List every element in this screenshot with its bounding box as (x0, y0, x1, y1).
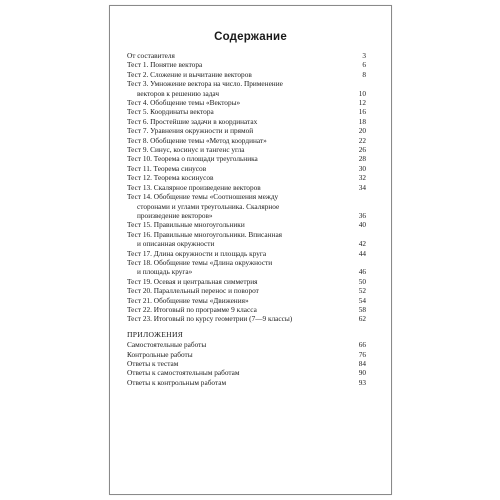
toc-entry (127, 117, 366, 126)
toc-entry-page: 54 (358, 295, 366, 305)
toc-entry-page: 44 (358, 248, 366, 258)
toc-entry-title: Тест 7. Уравнения окружности и прямой (127, 126, 254, 136)
toc-entry (127, 286, 366, 295)
toc-entry-page: 46 (358, 267, 366, 277)
toc-entry (127, 51, 366, 60)
toc-entry-title: Ответы к контрольным работам (127, 377, 227, 387)
toc-entry-title: Контрольные работы (127, 349, 193, 359)
toc-entry-page: 20 (358, 126, 366, 136)
toc-entry-page: 62 (358, 314, 366, 324)
toc-entry-title: сторонами и углами треугольника. Скалярное (137, 201, 280, 211)
toc-entry-page: 10 (358, 88, 366, 98)
toc-entry (127, 136, 366, 145)
toc-entry (127, 230, 366, 239)
toc-entry (127, 192, 366, 201)
toc-entry-title: Тест 5. Координаты вектора (127, 107, 214, 117)
toc-entry-page: 6 (362, 60, 366, 70)
toc-entry-page: 12 (358, 98, 366, 108)
toc-entry (127, 202, 366, 211)
toc-entry (127, 89, 366, 98)
page-title: Содержание (214, 31, 287, 43)
toc-entry (127, 126, 366, 135)
toc-entry-title: Ответы к тестам (127, 359, 179, 368)
toc-entry (127, 220, 366, 229)
toc-entry-title: Тест 9. Синус, косинус и тангенс угла (127, 145, 245, 155)
toc-entry-page: 16 (358, 107, 366, 117)
toc-entry-page: 93 (358, 377, 366, 387)
toc-entry-page: 52 (358, 286, 366, 296)
toc-entry (127, 314, 366, 323)
appendix-heading: ПРИЛОЖЕНИЯ (127, 329, 184, 339)
toc-entry-title: Тест 16. Правильные многоугольники. Вписанная (127, 229, 283, 239)
toc-main-list (127, 51, 366, 324)
toc-entry (127, 277, 366, 286)
toc-entry (127, 211, 366, 220)
toc-entry (127, 258, 366, 267)
toc-entry-title: Тест 17. Длина окружности и площадь круга (127, 248, 267, 258)
toc-entry-page: 8 (362, 69, 366, 79)
toc-entry-page: 58 (358, 304, 366, 314)
toc-entry-page: 50 (358, 276, 366, 286)
toc-entry-title: Самостоятельные работы (127, 340, 207, 350)
toc-entry-title: Тест 10. Теорема о площади треугольника (127, 154, 258, 164)
toc-entry (127, 79, 366, 88)
toc-entry (127, 340, 366, 349)
toc-entry-page: 30 (358, 163, 366, 173)
toc-entry-title: Тест 4. Обобщение темы «Векторы» (127, 98, 241, 108)
table-of-contents (127, 51, 366, 387)
toc-entry-page: 42 (358, 239, 366, 249)
toc-entry-title: Тест 23. Итоговый по курсу геометрии (7—9 классы) (127, 314, 293, 324)
toc-entry (127, 145, 366, 154)
toc-entry-title: и площадь круга» (137, 267, 193, 277)
toc-entry (127, 350, 366, 359)
toc-entry (127, 368, 366, 377)
toc-entry-page: 84 (358, 359, 366, 368)
toc-entry (127, 378, 366, 387)
toc-entry-page: 36 (358, 210, 366, 220)
toc-entry-title: Тест 18. Обобщение темы «Длина окружности (127, 257, 273, 267)
toc-entry-page: 90 (358, 368, 366, 378)
toc-entry (127, 164, 366, 173)
book-page (109, 5, 392, 495)
toc-entry-title: произведение векторов» (137, 210, 213, 220)
toc-entry (127, 98, 366, 107)
toc-entry-title: векторов к решению задач (137, 88, 220, 98)
toc-entry-title: Тест 21. Обобщение темы «Движения» (127, 295, 249, 305)
toc-entry-title: Тест 14. Обобщение темы «Соотношения между (127, 192, 279, 202)
toc-entry-page: 28 (358, 154, 366, 164)
toc-entry-title: Тест 19. Осевая и центральная симметрия (127, 276, 258, 286)
toc-entry-title: Тест 1. Понятие вектора (127, 60, 203, 70)
toc-entry-title: Тест 3. Умножение вектора на число. Применение (127, 79, 283, 89)
toc-entry (127, 183, 366, 192)
toc-entry-page: 34 (358, 182, 366, 192)
toc-entry (127, 296, 366, 305)
toc-entry (127, 154, 366, 163)
toc-entry-title: Ответы к самостоятельным работам (127, 368, 240, 378)
toc-entry (127, 249, 366, 258)
toc-entry (127, 60, 366, 69)
toc-entry-title: Тест 20. Параллельный перенос и поворот (127, 286, 259, 296)
toc-entry-page: 26 (358, 145, 366, 155)
toc-entry (127, 107, 366, 116)
toc-appendix-list (127, 340, 366, 387)
toc-entry-title: Тест 22. Итоговый по программе 9 класса (127, 304, 257, 314)
toc-entry-title: Тест 2. Сложение и вычитание векторов (127, 69, 252, 79)
toc-entry-page: 3 (362, 51, 366, 60)
toc-entry-title: Тест 6. Простейшие задачи в координатах (127, 116, 258, 126)
toc-entry-page: 18 (358, 116, 366, 126)
toc-entry-page: 32 (358, 173, 366, 183)
toc-entry-title: Тест 13. Скалярное произведение векторов (127, 182, 261, 192)
toc-entry-page: 76 (358, 349, 366, 359)
toc-entry (127, 359, 366, 368)
toc-entry-title: и описанная окружности (137, 239, 215, 249)
toc-entry (127, 267, 366, 276)
toc-entry-page: 40 (358, 220, 366, 230)
toc-entry (127, 305, 366, 314)
toc-entry (127, 173, 366, 182)
toc-entry-title: Тест 8. Обобщение темы «Метод координат» (127, 135, 267, 145)
toc-entry-title: Тест 12. Теорема косинусов (127, 173, 214, 183)
toc-entry (127, 239, 366, 248)
toc-entry (127, 70, 366, 79)
toc-entry-title: От составителя (127, 51, 175, 60)
toc-entry-title: Тест 11. Теорема синусов (127, 163, 207, 173)
toc-entry-page: 66 (358, 340, 366, 350)
toc-entry-page: 22 (358, 135, 366, 145)
toc-entry-title: Тест 15. Правильные многоугольники (127, 220, 245, 230)
